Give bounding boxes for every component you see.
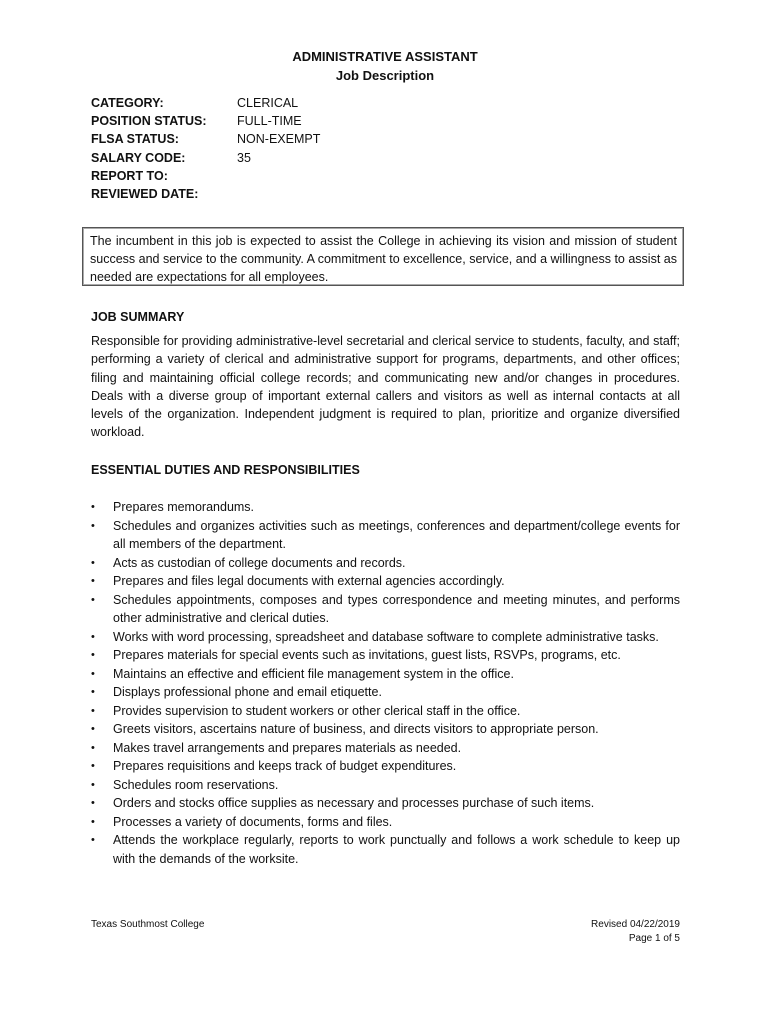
meta-row-salary-code	[91, 149, 320, 167]
document-title: ADMINISTRATIVE ASSISTANT	[292, 49, 478, 64]
duty-list-item	[91, 794, 680, 813]
bullet-icon: •	[91, 667, 95, 680]
footer-institution: Texas Southmost College	[91, 919, 205, 930]
bullet-icon: •	[91, 704, 95, 717]
duty-list-item	[91, 517, 680, 554]
duty-list-item	[91, 831, 680, 868]
bullet-icon: •	[91, 778, 95, 791]
duty-text: Works with word processing, spreadsheet and database software to complete administrative tasks.	[113, 629, 659, 644]
meta-row-flsa-status	[91, 130, 320, 148]
meta-row-report-to	[91, 167, 320, 185]
duty-list-item	[91, 739, 680, 758]
meta-value: CLERICAL	[237, 96, 299, 110]
duty-text: Prepares memorandums.	[113, 500, 255, 514]
bullet-icon: •	[91, 815, 95, 828]
duty-text: Orders and stocks office supplies as necessary and processes purchase of such items.	[113, 796, 595, 810]
duty-text: Maintains an effective and efficient file management system in the office.	[113, 666, 514, 681]
duty-list-item	[91, 702, 680, 721]
duty-list-item	[91, 757, 680, 776]
footer-page-number: Page 1 of 5	[628, 933, 680, 944]
duty-text: Processes a variety of documents, forms and files.	[113, 814, 393, 829]
duty-text: Prepares requisitions and keeps track of budget expenditures.	[113, 759, 457, 773]
duty-list-item	[91, 572, 680, 591]
job-summary-text: Responsible for providing administrative-level secretarial and clerical service to students, faculty, and staff; performing a variety of clerical and administrative support for programs, departments, and other offices; filing and maintaining official college records; and communicating new and/or changes in procedures. Deals with a diverse group of important external callers and visitors as well as internal contacts at all levels of the organization. Independent judgment is required to plan, prioritize and organize diversified workload.	[91, 334, 680, 440]
duty-text: Schedules and organizes activities such as meetings, conferences and department/college events for all members of the department.	[113, 518, 680, 551]
duty-list-item	[91, 720, 680, 739]
duty-text: Provides supervision to student workers or other clerical staff in the office.	[113, 703, 521, 718]
meta-row-reviewed-date	[91, 185, 320, 203]
meta-value: NON-EXEMPT	[237, 132, 321, 147]
job-meta-table	[91, 94, 320, 203]
meta-label: FLSA STATUS:	[91, 132, 179, 147]
meta-label: REVIEWED DATE:	[91, 186, 199, 201]
duty-text: Makes travel arrangements and prepares materials as needed.	[113, 740, 462, 755]
bullet-icon: •	[91, 575, 95, 587]
duty-list-item	[91, 813, 680, 832]
duty-text: Schedules room reservations.	[113, 777, 279, 792]
bullet-icon: •	[91, 649, 95, 661]
bullet-icon: •	[91, 593, 95, 606]
duty-list-item	[91, 646, 680, 665]
duty-list-item	[91, 683, 680, 702]
footer-revision-block	[591, 918, 680, 946]
meta-label: REPORT TO:	[91, 168, 168, 183]
meta-label: CATEGORY:	[91, 96, 164, 110]
bullet-icon: •	[91, 797, 95, 809]
bullet-icon: •	[91, 760, 95, 772]
duty-text: Prepares materials for special events such as invitations, guest lists, RSVPs, programs, etc.	[113, 648, 621, 662]
duties-heading: ESSENTIAL DUTIES AND RESPONSIBILITIES	[91, 463, 360, 477]
meta-label: POSITION STATUS:	[91, 114, 207, 129]
meta-row-position-status	[91, 112, 320, 130]
bullet-icon: •	[91, 556, 95, 569]
meta-value: FULL-TIME	[237, 114, 302, 129]
bullet-icon: •	[91, 834, 95, 846]
document-header	[0, 47, 770, 85]
duty-list-item	[91, 628, 680, 647]
duty-text: Acts as custodian of college documents and records.	[113, 555, 406, 570]
bullet-icon: •	[91, 686, 95, 698]
bullet-icon: •	[91, 723, 95, 735]
duty-list-item	[91, 776, 680, 795]
bullet-icon: •	[91, 630, 95, 643]
duty-list-item	[91, 554, 680, 573]
bullet-icon: •	[91, 519, 95, 532]
meta-row-category	[91, 94, 320, 112]
duty-text: Schedules appointments, composes and types correspondence and meeting minutes, and performs other administrative and clerical duties.	[113, 592, 680, 625]
meta-label: SALARY CODE:	[91, 150, 186, 165]
meta-value: 35	[237, 150, 251, 165]
duty-text: Displays professional phone and email etiquette.	[113, 685, 382, 699]
bullet-icon: •	[91, 741, 95, 754]
job-summary-heading: JOB SUMMARY	[91, 310, 185, 324]
duty-text: Prepares and files legal documents with external agencies accordingly.	[113, 574, 505, 588]
duties-list	[91, 498, 680, 868]
document-subtitle: Job Description	[335, 68, 435, 83]
duty-list-item	[91, 665, 680, 684]
footer-revised-date: Revised 04/22/2019	[591, 919, 680, 930]
duty-text: Greets visitors, ascertains nature of business, and directs visitors to appropriate person.	[113, 722, 599, 736]
duty-text: Attends the workplace regularly, reports to work punctually and follows a work schedule to keep up with the demands of the worksite.	[113, 833, 680, 866]
duty-list-item	[91, 498, 680, 517]
mission-statement-box: The incumbent in this job is expected to assist the College in achieving its vision and mission of student success and service to the community. A commitment to excellence, service, and a willingness to assist as needed are expectations for all employees.	[82, 227, 684, 286]
bullet-icon: •	[91, 501, 95, 513]
duty-list-item	[91, 591, 680, 628]
